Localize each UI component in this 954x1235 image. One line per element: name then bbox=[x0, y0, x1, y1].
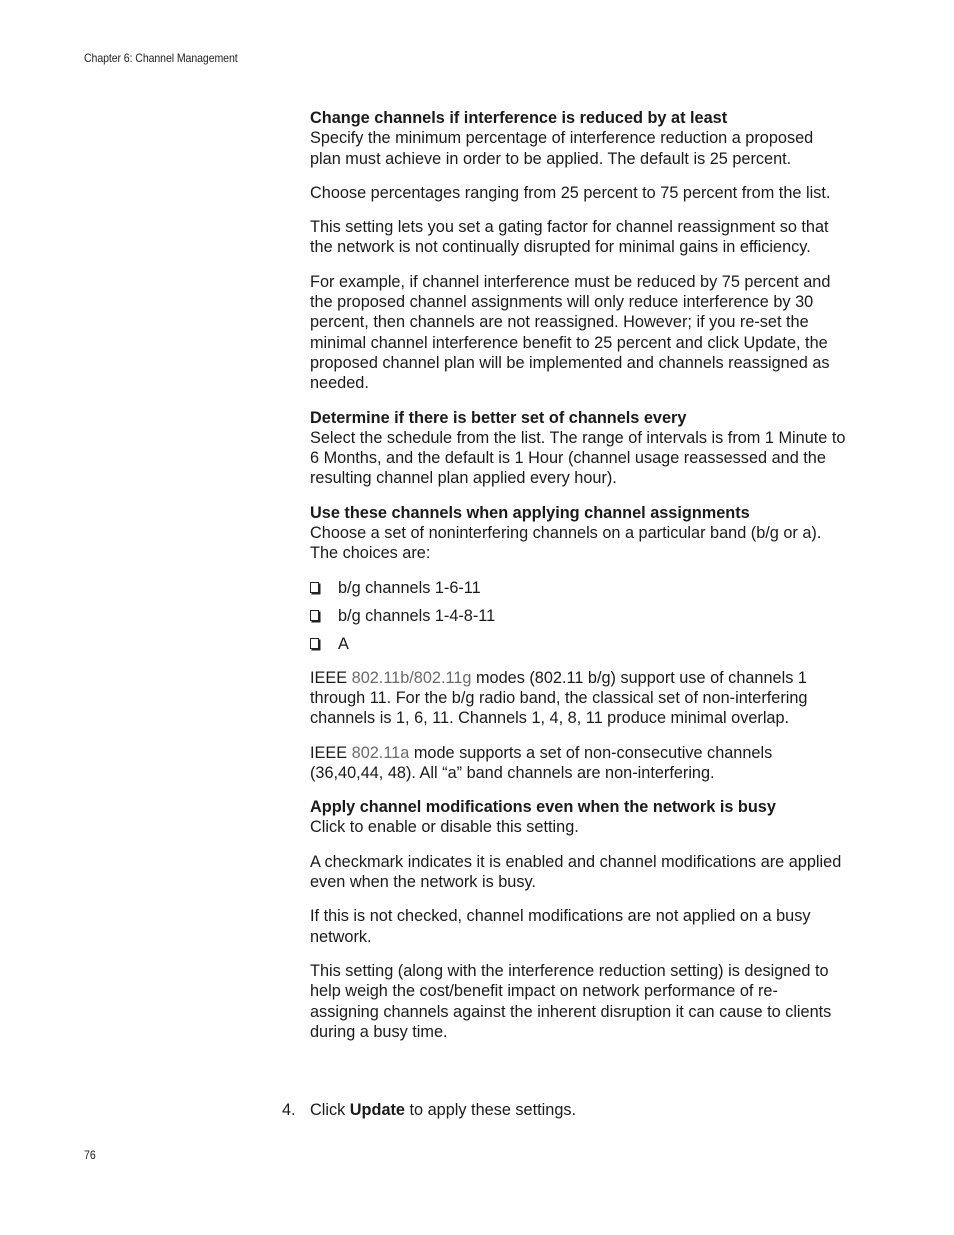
section-heading: Use these channels when applying channel assignments bbox=[310, 503, 750, 522]
paragraph: Specify the minimum percentage of interference reduction a proposed plan must achieve in order to be applied. The default is 25 percent. bbox=[310, 129, 814, 168]
text: IEEE bbox=[310, 743, 352, 762]
section-heading: Apply channel modifications even when the network is busy bbox=[310, 798, 776, 817]
list-item bbox=[310, 578, 846, 606]
running-header: Chapter 6: Channel Management bbox=[84, 51, 238, 65]
section-busy-network bbox=[310, 797, 846, 1042]
step-4 bbox=[282, 1100, 576, 1120]
paragraph: This setting (along with the interference reduction setting) is designed to help weigh the cost/benefit impact on network performance of re-assigning channels against the inherent disruption it can cause to clients during a busy time. bbox=[310, 961, 832, 1041]
paragraph: Choose a set of noninterfering channels on a particular band (b/g or a). The choices are: bbox=[310, 524, 822, 563]
paragraph: This setting lets you set a gating factor for channel reassignment so that the network is not continually disrupted for minimal gains in efficiency. bbox=[310, 218, 829, 257]
checkbox-bullet-icon bbox=[310, 582, 319, 593]
section-interference-reduction bbox=[310, 108, 846, 394]
paragraph-bg-modes bbox=[310, 668, 846, 729]
text: modes (802.11 b/g) support use of channels 1 through 11. For the b/g radio band, the classical set of non-interfering channels is 1, 6, 11. Channels 1, 4, 8, 11 produce minimal overlap. bbox=[310, 668, 808, 728]
paragraph: Click to enable or disable this setting. bbox=[310, 818, 579, 837]
paragraph-a-mode bbox=[310, 743, 846, 784]
paragraph: Select the schedule from the list. The range of intervals is from 1 Minute to 6 Months, and the default is 1 Hour (channel usage reassessed and the resulting channel plan applied every hour). bbox=[310, 428, 846, 488]
glossary-link-80211bg[interactable]: 802.11b/802.11g bbox=[351, 668, 472, 687]
section-heading: Change channels if interference is reduced by at least bbox=[310, 109, 728, 127]
list-item-label: A bbox=[338, 634, 349, 653]
checkbox-bullet-icon bbox=[310, 638, 319, 649]
glossary-link-80211a[interactable]: 802.11a bbox=[351, 743, 410, 762]
paragraph: For example, if channel interference must be reduced by 75 percent and the proposed channel assignments will only reduce interference by 30 percent, then channels are not reassigned. However; if you re-set the minimal channel interference benefit to 25 percent and click Update, the proposed channel plan will be implemented and channels reassigned as needed. bbox=[310, 272, 831, 393]
paragraph: Choose percentages ranging from 25 percent to 75 percent from the list. bbox=[310, 183, 831, 202]
text: mode supports a set of non-consecutive channels (36,40,44, 48). All “a” band channels are non-interfering. bbox=[310, 743, 773, 782]
paragraph: If this is not checked, channel modifications are not applied on a busy network. bbox=[310, 907, 811, 946]
list-item-label: b/g channels 1-4-8-11 bbox=[338, 606, 496, 625]
update-term: Update bbox=[349, 1101, 405, 1119]
section-schedule bbox=[310, 408, 846, 489]
page-number: 76 bbox=[84, 1148, 96, 1162]
step-number: 4. bbox=[282, 1101, 296, 1119]
section-heading: Determine if there is better set of channels every bbox=[310, 408, 687, 427]
main-content bbox=[310, 108, 846, 1056]
channel-choices-list bbox=[310, 578, 846, 654]
list-item bbox=[310, 634, 846, 654]
list-item bbox=[310, 606, 846, 634]
text: Click bbox=[310, 1101, 350, 1119]
paragraph: A checkmark indicates it is enabled and channel modifications are applied even when the network is busy. bbox=[310, 852, 842, 892]
list-item-label: b/g channels 1-6-11 bbox=[338, 578, 481, 597]
section-channel-assignments bbox=[310, 503, 846, 783]
text: to apply these settings. bbox=[404, 1101, 577, 1119]
checkbox-bullet-icon bbox=[310, 610, 319, 621]
text: IEEE bbox=[310, 668, 352, 687]
